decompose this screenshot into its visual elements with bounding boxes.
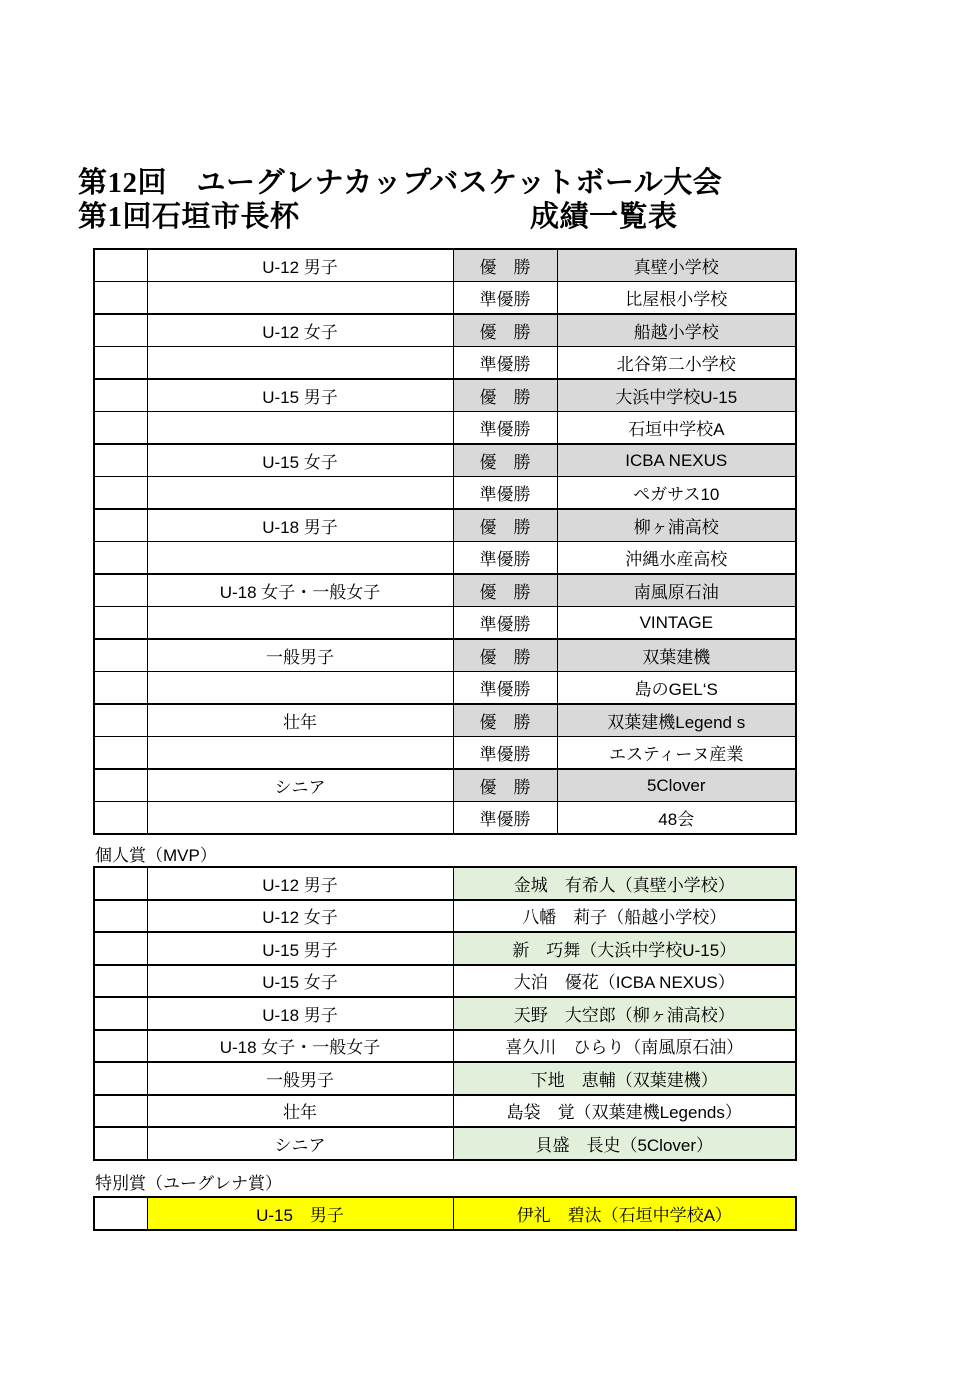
blank-cell [94, 282, 147, 315]
blank-cell [94, 1095, 147, 1128]
winner-cell: 大浜中学校U-15 [557, 379, 796, 412]
category-cell: U-15 女子 [147, 444, 453, 477]
special-name-cell: 伊礼 碧汰（石垣中学校A） [453, 1197, 796, 1230]
table-row [94, 249, 796, 282]
category-cell [147, 282, 453, 315]
winner-cell: VINTAGE [557, 607, 796, 640]
table-row [94, 1095, 796, 1128]
blank-cell [94, 1062, 147, 1095]
rank-cell: 準優勝 [453, 542, 557, 575]
table-row [94, 314, 796, 347]
winner-cell: 島のGEL‘S [557, 672, 796, 705]
mvp-name-cell: 下地 恵輔（双葉建機） [453, 1062, 796, 1095]
category-cell: U-12 男子 [147, 867, 453, 900]
winner-cell: 真壁小学校 [557, 249, 796, 282]
winner-cell: 石垣中学校A [557, 412, 796, 445]
blank-cell [94, 1197, 147, 1230]
rank-cell: 準優勝 [453, 607, 557, 640]
page-title-line2-right: 成績一覧表 [530, 201, 678, 233]
rank-cell: 準優勝 [453, 672, 557, 705]
category-cell: U-12 女子 [147, 900, 453, 933]
blank-cell [94, 997, 147, 1030]
category-cell: U-15 男子 [147, 379, 453, 412]
rank-cell: 優 勝 [453, 704, 557, 737]
mvp-name-cell: 貝盛 長史（5Clover） [453, 1127, 796, 1160]
table-row [94, 1197, 796, 1230]
blank-cell [94, 704, 147, 737]
mvp-name-cell: 八幡 莉子（船越小学校） [453, 900, 796, 933]
results-table [93, 248, 797, 835]
special-section-label: 特別賞（ユーグレナ賞） [95, 1174, 282, 1193]
table-row [94, 542, 796, 575]
category-cell [147, 607, 453, 640]
table-row [94, 1062, 796, 1095]
blank-cell [94, 509, 147, 542]
mvp-name-cell: 大泊 優花（ICBA NEXUS） [453, 965, 796, 998]
category-cell: 壮年 [147, 1095, 453, 1128]
category-cell [147, 672, 453, 705]
rank-cell: 準優勝 [453, 282, 557, 315]
table-row [94, 1030, 796, 1063]
category-cell [147, 477, 453, 510]
table-row [94, 477, 796, 510]
category-cell [147, 542, 453, 575]
winner-cell: 南風原石油 [557, 574, 796, 607]
mvp-name-cell: 天野 大空郎（柳ヶ浦高校） [453, 997, 796, 1030]
blank-cell [94, 1030, 147, 1063]
table-row [94, 412, 796, 445]
winner-cell: エスティーヌ産業 [557, 737, 796, 770]
page-title-line1: 第12回 ユーグレナカップバスケットボール大会 [78, 167, 723, 199]
blank-cell [94, 347, 147, 380]
rank-cell: 優 勝 [453, 314, 557, 347]
mvp-table [93, 866, 797, 1161]
winner-cell: ペガサス10 [557, 477, 796, 510]
category-cell: 一般男子 [147, 1062, 453, 1095]
rank-cell: 準優勝 [453, 347, 557, 380]
table-row [94, 574, 796, 607]
rank-cell: 優 勝 [453, 379, 557, 412]
blank-cell [94, 672, 147, 705]
table-row [94, 769, 796, 802]
category-cell: 一般男子 [147, 639, 453, 672]
table-row [94, 867, 796, 900]
blank-cell [94, 477, 147, 510]
category-cell: U-18 女子・一般女子 [147, 1030, 453, 1063]
winner-cell: 船越小学校 [557, 314, 796, 347]
blank-cell [94, 965, 147, 998]
blank-cell [94, 379, 147, 412]
blank-cell [94, 737, 147, 770]
category-cell: U-12 男子 [147, 249, 453, 282]
category-cell: 壮年 [147, 704, 453, 737]
winner-cell: 柳ヶ浦高校 [557, 509, 796, 542]
rank-cell: 優 勝 [453, 639, 557, 672]
blank-cell [94, 444, 147, 477]
rank-cell: 優 勝 [453, 769, 557, 802]
mvp-name-cell: 島袋 覚（双葉建機Legends） [453, 1095, 796, 1128]
mvp-name-cell: 金城 有希人（真壁小学校） [453, 867, 796, 900]
winner-cell: 双葉建機Legend s [557, 704, 796, 737]
blank-cell [94, 607, 147, 640]
rank-cell: 準優勝 [453, 737, 557, 770]
table-row [94, 932, 796, 965]
blank-cell [94, 802, 147, 835]
category-cell [147, 347, 453, 380]
blank-cell [94, 900, 147, 933]
table-row [94, 737, 796, 770]
table-row [94, 639, 796, 672]
page-title-line2 [78, 200, 798, 234]
blank-cell [94, 867, 147, 900]
winner-cell: 比屋根小学校 [557, 282, 796, 315]
table-row [94, 379, 796, 412]
rank-cell: 優 勝 [453, 444, 557, 477]
winner-cell: 5Clover [557, 769, 796, 802]
rank-cell: 優 勝 [453, 574, 557, 607]
rank-cell: 優 勝 [453, 509, 557, 542]
blank-cell [94, 249, 147, 282]
table-row [94, 672, 796, 705]
blank-cell [94, 1127, 147, 1160]
page-title-line2-left: 第1回石垣市長杯 [78, 201, 300, 233]
mvp-section-label: 個人賞（MVP） [95, 846, 217, 865]
category-cell [147, 737, 453, 770]
category-cell: U-15 男子 [147, 932, 453, 965]
winner-cell: 48会 [557, 802, 796, 835]
blank-cell [94, 769, 147, 802]
blank-cell [94, 932, 147, 965]
winner-cell: ICBA NEXUS [557, 444, 796, 477]
table-row [94, 347, 796, 380]
table-row [94, 997, 796, 1030]
category-cell [147, 412, 453, 445]
mvp-name-cell: 喜久川 ひらり（南風原石油） [453, 1030, 796, 1063]
category-cell: U-18 女子・一般女子 [147, 574, 453, 607]
mvp-name-cell: 新 巧舞（大浜中学校U-15） [453, 932, 796, 965]
table-row [94, 444, 796, 477]
rank-cell: 優 勝 [453, 249, 557, 282]
category-cell: U-12 女子 [147, 314, 453, 347]
winner-cell: 北谷第二小学校 [557, 347, 796, 380]
winner-cell: 双葉建機 [557, 639, 796, 672]
table-row [94, 282, 796, 315]
table-row [94, 704, 796, 737]
table-row [94, 1127, 796, 1160]
winner-cell: 沖縄水産高校 [557, 542, 796, 575]
table-row [94, 900, 796, 933]
special-award-table [93, 1196, 797, 1231]
blank-cell [94, 639, 147, 672]
table-row [94, 802, 796, 835]
category-cell [147, 802, 453, 835]
table-row [94, 965, 796, 998]
blank-cell [94, 542, 147, 575]
category-cell: U-18 男子 [147, 997, 453, 1030]
rank-cell: 準優勝 [453, 412, 557, 445]
category-cell: シニア [147, 769, 453, 802]
table-row [94, 607, 796, 640]
category-cell: シニア [147, 1127, 453, 1160]
rank-cell: 準優勝 [453, 477, 557, 510]
rank-cell: 準優勝 [453, 802, 557, 835]
category-cell: U-18 男子 [147, 509, 453, 542]
blank-cell [94, 412, 147, 445]
blank-cell [94, 314, 147, 347]
title-block [78, 166, 798, 234]
category-cell: U-15 女子 [147, 965, 453, 998]
blank-cell [94, 574, 147, 607]
table-row [94, 509, 796, 542]
category-cell: U-15 男子 [147, 1197, 453, 1230]
